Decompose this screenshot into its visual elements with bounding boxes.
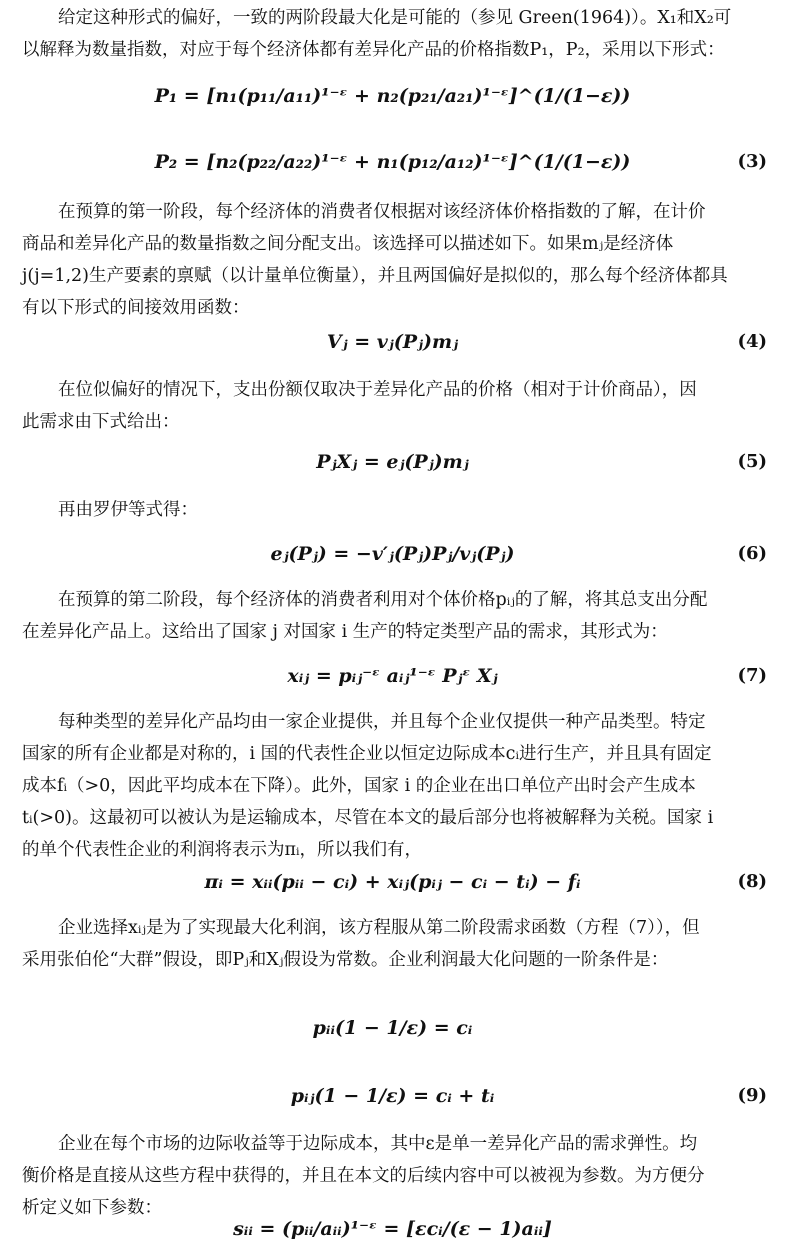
- text-line: 每种类型的差异化产品均由一家企业提供，并且每个企业仅提供一种产品类型。特定: [58, 712, 706, 732]
- paragraph-marginal-revenue: [22, 1128, 767, 1224]
- equation-body: [0, 142, 785, 182]
- paragraph-preference-intro: [22, 2, 767, 66]
- equation-body: [0, 76, 785, 116]
- equation-body: [0, 534, 785, 574]
- text-line: 成本fᵢ（>0，因此平均成本在下降）。此外，国家 i 的企业在出口单位产出时会产生成本: [22, 776, 696, 796]
- text-line: 采用张伯伦“大群”假设，即Pⱼ和Xⱼ假设为常数。企业利润最大化问题的一阶条件是：: [22, 950, 669, 970]
- equation-price-index-2: [0, 142, 785, 182]
- equation-parameter-s: [0, 1212, 785, 1246]
- equation-number: (8): [737, 871, 767, 892]
- text-line: 企业在每个市场的边际收益等于边际成本，其中ε是单一差异化产品的需求弹性。均: [58, 1134, 698, 1154]
- equation-variety-demand: [0, 656, 785, 696]
- equation-text: P₁ = [n₁(p₁₁/a₁₁)¹⁻ᵋ + n₂(p₂₁/a₂₁)¹⁻ᵋ]^(1/(1−ε)): [154, 85, 631, 107]
- equation-number: (5): [737, 451, 767, 472]
- text-line: 再由罗伊等式得：: [58, 500, 198, 520]
- equation-profit: [0, 862, 785, 902]
- equation-number: (4): [737, 331, 767, 352]
- paragraph-firm-choice: [22, 912, 767, 976]
- text-line: tᵢ(>0)。这最初可以被认为是运输成本，尽管在本文的最后部分也将被解释为关税。国家 i: [22, 808, 714, 828]
- equation-text: πᵢ = xᵢᵢ(pᵢᵢ − cᵢ) + xᵢⱼ(pᵢⱼ − cᵢ − tᵢ) − fᵢ: [204, 871, 581, 893]
- equation-price-index-1: [0, 76, 785, 116]
- text-line: 在预算的第二阶段，每个经济体的消费者利用对个体价格pᵢⱼ的了解，将其总支出分配: [58, 590, 708, 610]
- text-line: 在差异化产品上。这给出了国家 j 对国家 i 生产的特定类型产品的需求，其形式为：: [22, 622, 668, 642]
- paragraph-roy: [22, 494, 767, 526]
- equation-body: [0, 322, 785, 362]
- text-line: 的单个代表性企业的利润将表示为πᵢ，所以我们有，: [22, 840, 423, 860]
- equation-text: Vⱼ = vⱼ(Pⱼ)mⱼ: [326, 331, 459, 353]
- equation-foc-export: [0, 1076, 785, 1116]
- equation-text: PⱼXⱼ = eⱼ(Pⱼ)mⱼ: [316, 451, 469, 473]
- equation-body: [0, 1008, 785, 1048]
- text-line: 在位似偏好的情况下，支出份额仅取决于差异化产品的价格（相对于计价商品），因: [58, 380, 697, 400]
- equation-number: (3): [737, 151, 767, 172]
- text-line: 以解释为数量指数，对应于每个经济体都有差异化产品的价格指数P₁，P₂，采用以下形式：: [22, 40, 725, 60]
- text-line: 商品和差异化产品的数量指数之间分配支出。该选择可以描述如下。如果mⱼ是经济体: [22, 234, 674, 254]
- text-line: 国家的所有企业都是对称的，i 国的代表性企业以恒定边际成本cᵢ进行生产，并且具有固定: [22, 744, 712, 764]
- equation-text: sᵢᵢ = (pᵢᵢ/aᵢᵢ)¹⁻ᵋ = [εcᵢ/(ε − 1)aᵢᵢ]: [233, 1218, 552, 1240]
- paragraph-second-stage: [22, 584, 767, 648]
- equation-body: [0, 442, 785, 482]
- equation-demand: [0, 442, 785, 482]
- equation-indirect-utility: [0, 322, 785, 362]
- text-line: 有以下形式的间接效用函数：: [22, 298, 250, 318]
- equation-text: eⱼ(Pⱼ) = −v′ⱼ(Pⱼ)Pⱼ/vⱼ(Pⱼ): [270, 543, 515, 565]
- equation-body: [0, 1212, 785, 1246]
- equation-body: [0, 862, 785, 902]
- text-line: 此需求由下式给出：: [22, 412, 180, 432]
- equation-text: xᵢⱼ = pᵢⱼ⁻ᵋ aᵢⱼ¹⁻ᵋ Pⱼᵋ Xⱼ: [287, 665, 498, 687]
- equation-foc-domestic: [0, 1008, 785, 1048]
- equation-text: pᵢⱼ(1 − 1/ε) = cᵢ + tᵢ: [290, 1085, 495, 1107]
- equation-text: pᵢᵢ(1 − 1/ε) = cᵢ: [312, 1017, 473, 1039]
- paragraph-homothetic: [22, 374, 767, 438]
- text-line: j(j=1,2)生产要素的禀赋（以计量单位衡量），并且两国偏好是拟似的，那么每个经济体都具: [22, 266, 728, 286]
- text-line: 给定这种形式的偏好，一致的两阶段最大化是可能的（参见 Green(1964)）。X₁和X₂可: [58, 8, 732, 28]
- equation-body: [0, 1076, 785, 1116]
- paragraph-first-stage: [22, 196, 767, 324]
- equation-body: [0, 656, 785, 696]
- equation-number: (9): [737, 1085, 767, 1106]
- equation-number: (7): [737, 665, 767, 686]
- text-line: 在预算的第一阶段，每个经济体的消费者仅根据对该经济体价格指数的了解，在计价: [58, 202, 706, 222]
- text-line: 衡价格是直接从这些方程中获得的，并且在本文的后续内容中可以被视为参数。为方便分: [22, 1166, 705, 1186]
- equation-number: (6): [737, 543, 767, 564]
- paragraph-firms: [22, 706, 767, 866]
- text-line: 企业选择xᵢⱼ是为了实现最大化利润，该方程服从第二阶段需求函数（方程（7）），但: [58, 918, 700, 938]
- equation-roy-identity: [0, 534, 785, 574]
- equation-text: P₂ = [n₂(p₂₂/a₂₂)¹⁻ᵋ + n₁(p₁₂/a₁₂)¹⁻ᵋ]^(1/(1−ε)): [154, 151, 631, 173]
- text-line: 析定义如下参数：: [22, 1198, 162, 1218]
